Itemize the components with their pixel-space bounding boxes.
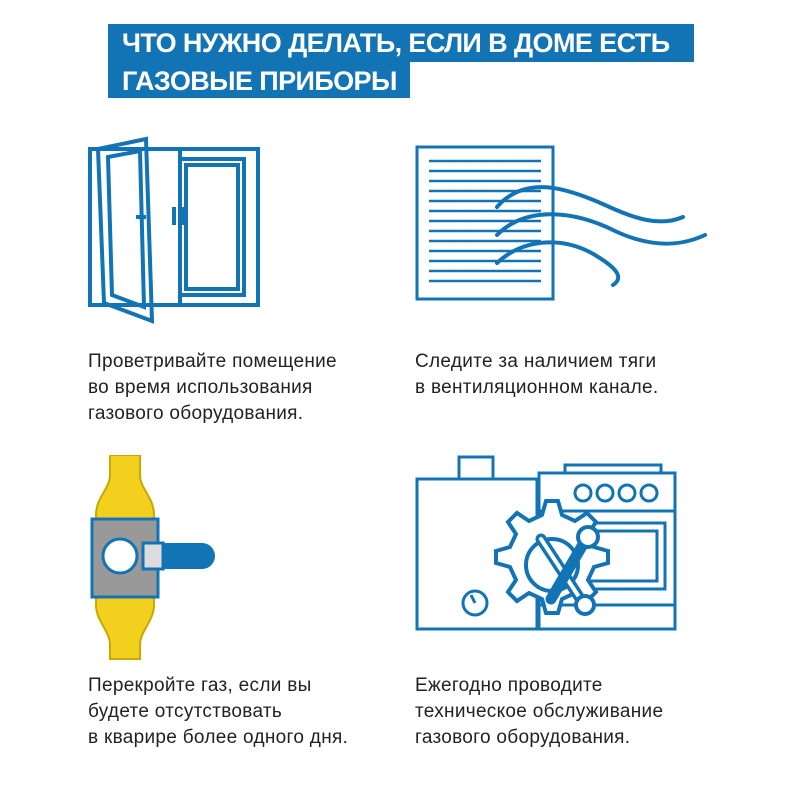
tip-check-draft: Следите за наличием тяги в вентиляционном канале. <box>415 351 659 398</box>
maintenance-icon <box>415 455 680 635</box>
title-banner <box>108 24 694 96</box>
gas-valve-icon <box>88 455 223 660</box>
window-icon <box>88 135 263 330</box>
title-line-1: ЧТО НУЖНО ДЕЛАТЬ, ЕСЛИ В ДОМЕ ЕСТЬ <box>122 28 670 58</box>
tip-shut-off-gas: Перекройте газ, если вы будете отсутствовать в кварире более одного дня. <box>88 675 349 748</box>
tip-annual-maintenance: Ежегодно проводите техническое обслуживание газового оборудования. <box>415 675 664 748</box>
tip-ventilate-room: Проветривайте помещение во время использования газового оборудования. <box>88 351 337 424</box>
title-line-2: ГАЗОВЫЕ ПРИБОРЫ <box>122 66 397 96</box>
ventilation-icon <box>415 145 715 305</box>
